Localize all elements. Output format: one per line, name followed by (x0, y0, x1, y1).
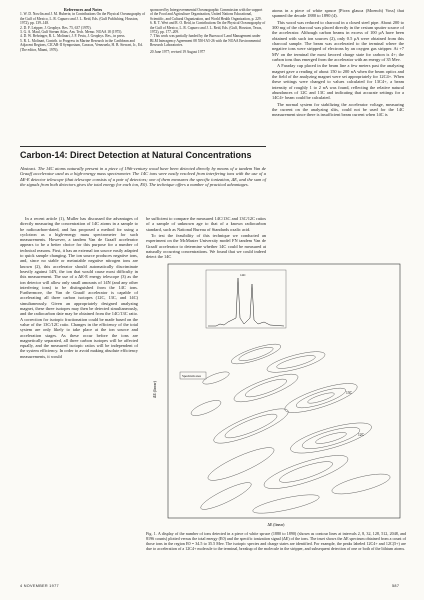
references-column-1 (20, 8, 146, 52)
reference-continued: sponsored by Intergovernmental Oceanographic Commission with the support of the Food and Agriculture Organization, United Nations Educational, Scientific, and Cultural Organization, and World Health Organization, p. 229. (150, 8, 263, 21)
x-axis-label: ΔE (linear) (267, 523, 285, 527)
paragraph: This wood was reduced to charcoal in a closed steel pipe. About 200 to 300 mg of the charcoal was placed directly in the cesium sputter source of the accelerator. Although carbon beams in excess of 100 μA have been obtained with such ion sources (2), only 0.5 μA were obtained from this charcoal sample. The beam was accelerated to the terminal where the negative ions were stripped of electrons by an oxygen gas stripper. At +7 MV on the terminal the most favored charge state for carbon is 4+; the carbon ions thus emerged from the accelerator with an energy of 35 Mev. (272, 19, 404, 62)
received-date: 20 June 1977; revised 19 August 1977 (150, 49, 206, 54)
abstract (20, 166, 266, 187)
figure-1 (146, 258, 406, 530)
body-column-1 (20, 216, 138, 360)
reference-6: 6. R. T. Wert and R. O. Reid, in Contributions On the Physical Oceanography of the Gulf of Mexico, L. R. Capurro and J. L. Reid, Eds. (Gulf, Houston, Texas, 1972), pp. 177–209. (150, 21, 266, 35)
abstract-body: The 14C atoms naturally present in a piece of 19th-century wood have been detected directly by means of a tandem Van de Graaff accelerator used as a high-energy mass spectrometer. The 14C ions were easily resolved from interfering ions with the use of a ΔE-E detector telescope (that telescope consists of a pair of detectors; one of them measures the specific ionization, ΔE, and the sum of the signals from both detectors gives the total energy for each ion, E0). The technique offers a number of practical advantages. (20, 166, 266, 187)
paragraph: The normal system for stabilizing the accelerator voltage, measuring the current on the analyzing slits, could not be used for the 14C measurement since there is insufficient beam current when 14C is (272, 101, 404, 118)
footer-date: 4 NOVEMBER 1977 (20, 584, 59, 588)
reference-item: 3. G. A. Maul, Gulf Stream Atlas, Am. Tech. Memo. NOAA 18 (1975). (20, 30, 123, 35)
right-column-text (272, 8, 404, 119)
label-13c: 13C (346, 391, 352, 395)
reference-item: 5. R. L. Molinari, Contrib. to Progress in Marine Research in the Caribbean and Adjacent Regions, CICAR-II Symposium, Caracas, Venezuela, H. B. Stewart, Jr., Ed. (The editor, Miami, 1976). (20, 38, 143, 52)
inset-spectrum (206, 270, 286, 328)
y-axis-label: ΔE (linear) (153, 381, 157, 398)
reference-item: 4. D. W. Behringer, R. L. Molinari, J. F. Festa, J. Geophys. Res., in press. (20, 34, 126, 39)
paragraph: In a recent article (1), Muller has discussed the advantages of directly measuring the concentration of 14C atoms in a sample to be radiocarbon-dated, and has proposed a method for using a cyclotron as a high-energy mass spectrometer for such measurements. However, a tandem Van de Graaff accelerator appears to be a better choice for this purpose for a number of technical reasons. First, it has an external ion source easily adapted to quick sample changing. The ion source produces negative ions, and, since no stable or metastable negative nitrogen ions are known (2), this accelerator should automatically discriminate heavily against 14N, the ion that would cause most difficulty in this measurement. The use of a ΔE-E energy telescope (3) as the ion detector will allow only small amounts of 14N (and any other interfering ions) to be distinguished from the 14C ions. Furthermore, the Van de Graaff accelerator is capable of accelerating all three carbon isotopes (12C, 13C, and 14C) simultaneously. Given an appropriately designed analyzing magnet, these three isotopes may then be detected simultaneously, and the radiocarbon date may be obtained from the 14C/13C ratio. A correction for isotopic fractionation could be made based on the value of the 13C/12C ratio. Changes in the efficiency of the total system are only likely to take place at the ion source and acceleration stages. As these occur before the ions are magnetically separated, all three carbon isotopes will be affected equally, and the measured isotopic ratios will be independent of the system efficiency. In order to avoid making absolute efficiency measurements, it would (20, 216, 138, 359)
paragraph: atoms in a piece of white spruce [Picea glauca (Moench) Voss] that spanned the decade 1880 to 1890 (4). (272, 8, 404, 19)
references-list (20, 12, 146, 52)
reference-7: 7. This work was partially funded by the Bureau of Land Management under BLM Interagency Agreement 08 550-IA5-26 with the NOAA Environmental Research Laboratories. (150, 34, 261, 48)
figure-caption: Fig. 1. A display of the number of ions detected in a piece of white spruce (1880 to 1890) (shown as contour lines at intervals 2, 8, 32, 128, 512, 2048, and 8196 counts) plotted versus the total energy (E0) and the specific ionization signal (ΔE) of the ions. The inset shows the ΔE spectrum obtained from a count of those ions in the region E0 = 34.5 to 35.5 Mev. The isotopic species and charge states are identified. For example, the peaks labeled 12C4+ and 12C(5+) are due to acceleration of a 12C4+ molecule to the terminal, breakup of the molecule in the stripper, and subsequent detection of one or both of the lithium atoms. (146, 531, 407, 551)
inset-label-14c: 14C (240, 273, 246, 277)
references-heading: References and Notes (63, 7, 103, 12)
divider (20, 146, 266, 147)
paragraph: be sufficient to compare the measured 14C/13C and 13C/12C ratios of a sample of unknown age to that of a known radiocarbon standard, such as National Bureau of Standards oxalic acid. (146, 216, 266, 232)
label-12c: 12C (358, 433, 364, 437)
references-column-2 (150, 8, 266, 54)
contour-lines (189, 340, 392, 517)
article-title: Carbon-14: Direct Detection at Natural Concentrations (20, 150, 252, 160)
reference-item: 2. D. F. Leipper, J. Geophys. Res. 75, 637 (1970). (20, 25, 92, 30)
page-number: 587 (392, 584, 400, 588)
abstract-lead: Abstract. (20, 166, 37, 171)
reference-item: 1. W. D. Nowlin and J. M. Hubertz; in Contributions On the Physical Oceanography of the Gulf of Mexico, L. R. Capurro and J. L. Reid, Eds. (Gulf Publishing, Houston, 1972), pp. 139–148. (20, 12, 146, 26)
paragraph: A Faraday cup placed in the beam line a few meters past the analyzing magnet gave a reading of about 150 to 200 nA when the beam optics and the field of the analyzing magnet were set appropriately for 12C4+. When these settings were changed to values calculated for 13C4+, a beam intensity of roughly 1 to 2 nA was found, reflecting the relative natural abundances of 12C and 13C and indicating that accurate settings for a 14C4+ beam could be calculated. (272, 63, 404, 101)
body-column-2 (146, 216, 266, 261)
paragraph: To test the feasibility of this technique we conducted an experiment on the McMaster University model FN tandem Van de Graaff accelerator to determine whether 14C could be measured at naturally occurring concentrations. We found that we could indeed detect the 14C (146, 233, 266, 260)
spectrum-area-label: Spectrum area (182, 374, 201, 378)
figure-plot (146, 258, 406, 530)
